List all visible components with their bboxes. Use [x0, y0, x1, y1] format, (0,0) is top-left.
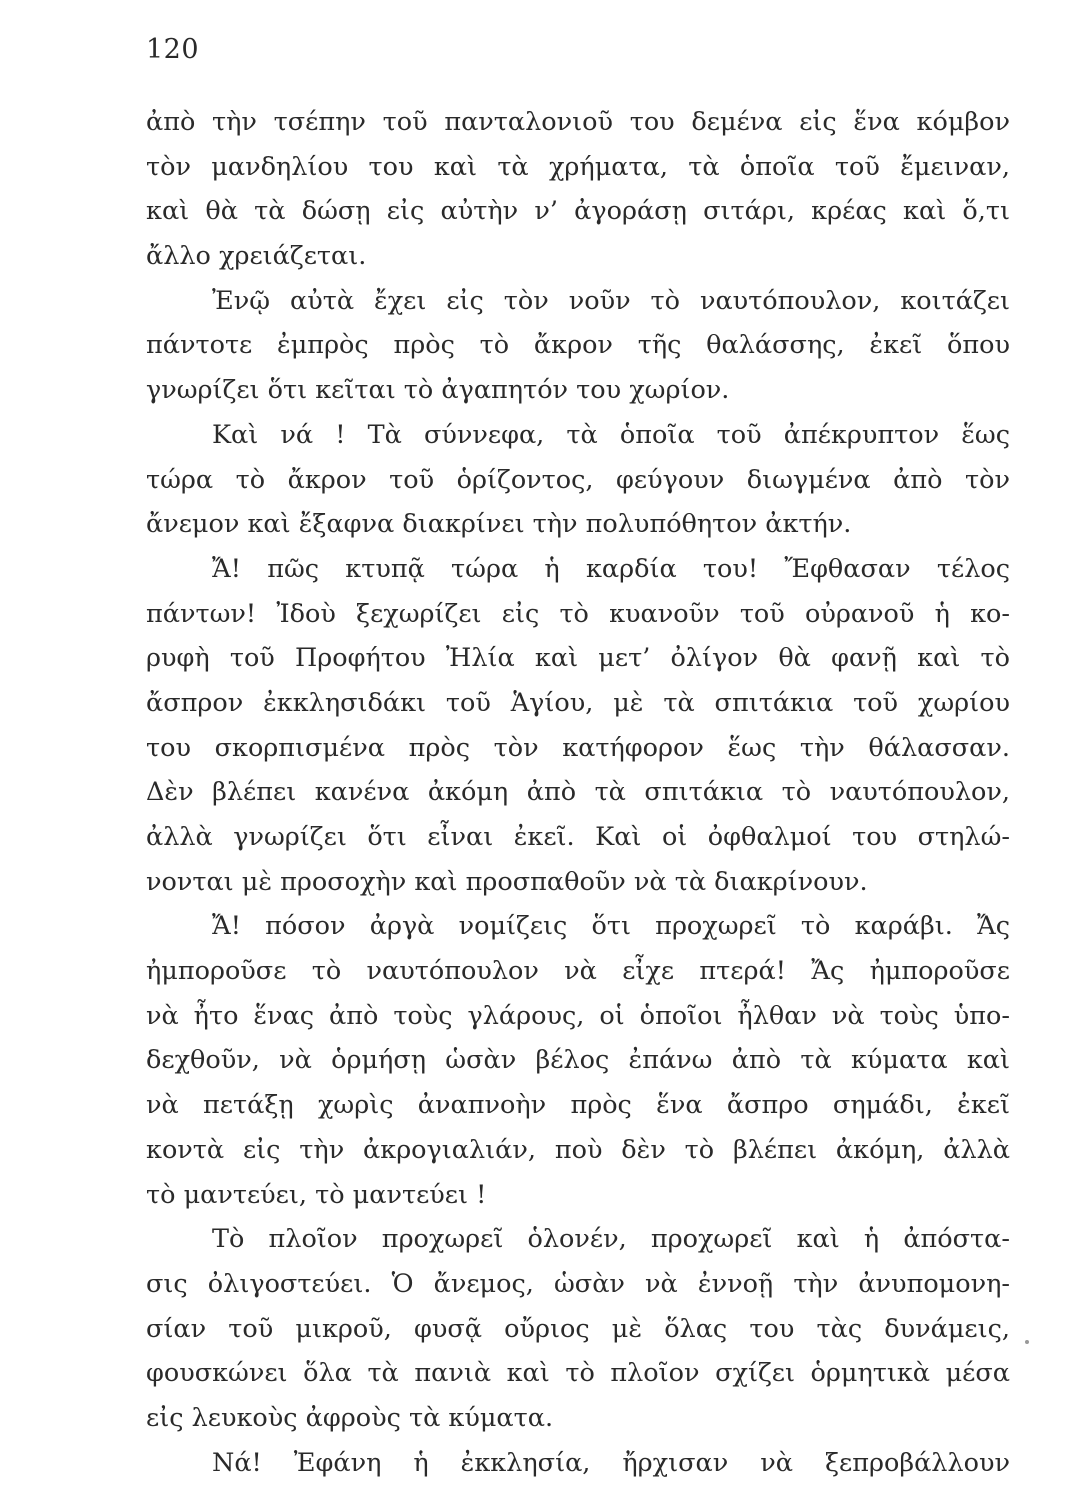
text-line: δεχθοῦν, νὰ ὁρμήσῃ ὡσὰν βέλος ἐπάνω ἀπὸ τὰ κύματα καὶ	[146, 1045, 1010, 1076]
text-line: νὰ ἦτο ἕνας ἀπὸ τοὺς γλάρους, οἱ ὁποῖοι ἦλθαν νὰ τοὺς ὑπο-	[146, 1000, 1010, 1031]
text-line: ρυφὴ τοῦ Προφήτου Ἠλία καὶ μετ’ ὀλίγον θὰ φανῇ καὶ τὸ	[146, 643, 1010, 674]
text-line: ἄλλο χρειάζεται.	[146, 241, 367, 272]
text-line: πάντοτε ἐμπρὸς πρὸς τὸ ἄκρον τῆς θαλάσσης, ἐκεῖ ὅπου	[146, 330, 1010, 361]
text-line: ἄσπρον ἐκκλησιδάκι τοῦ Ἁγίου, μὲ τὰ σπιτάκια τοῦ χωρίου	[146, 687, 1010, 718]
text-line: Ἐνῷ αὐτὰ ἔχει εἰς τὸν νοῦν τὸ ναυτόπουλον, κοιτάζει	[212, 285, 1010, 316]
text-line: τὸν μανδηλίου του καὶ τὰ χρήματα, τὰ ὁποῖα τοῦ ἔμειναν,	[146, 151, 1010, 182]
page-number: 120	[146, 34, 200, 65]
text-line: τώρα τὸ ἄκρον τοῦ ὁρίζοντος, φεύγουν διωγμένα ἀπὸ τὸν	[146, 464, 1010, 495]
text-line: Ἄ! πόσον ἀργὰ νομίζεις ὅτι προχωρεῖ τὸ καράβι. Ἄς	[212, 911, 1010, 942]
text-line: εἰς λευκοὺς ἀφροὺς τὰ κύματα.	[146, 1402, 554, 1433]
paper-speck	[1025, 1340, 1029, 1344]
text-line: σις ὀλιγοστεύει. Ὁ ἄνεμος, ὡσὰν νὰ ἐννοῇ τὴν ἀνυπομονη-	[146, 1268, 1010, 1299]
text-line: νονται μὲ προσοχὴν καὶ προσπαθοῦν νὰ τὰ διακρίνουν.	[146, 866, 868, 897]
text-line: Ἄ! πῶς κτυπᾷ τώρα ἡ καρδία του! Ἔφθασαν τέλος	[212, 553, 1010, 584]
text-line: πάντων! Ἰδοὺ ξεχωρίζει εἰς τὸ κυανοῦν τοῦ οὐρανοῦ ἡ κο-	[146, 598, 1010, 629]
text-line: σίαν τοῦ μικροῦ, φυσᾷ οὔριος μὲ ὅλας του τὰς δυνάμεις,	[146, 1313, 1010, 1344]
text-line: του σκορπισμένα πρὸς τὸν κατήφορον ἕως τὴν θάλασσαν.	[146, 732, 1010, 763]
text-line: κοντὰ εἰς τὴν ἀκρογιαλιάν, ποὺ δὲν τὸ βλέπει ἀκόμη, ἀλλὰ	[146, 1134, 1010, 1165]
text-line: Δὲν βλέπει κανένα ἀκόμη ἀπὸ τὰ σπιτάκια τὸ ναυτόπουλον,	[146, 777, 1010, 808]
text-line: Τὸ πλοῖον προχωρεῖ ὁλονέν, προχωρεῖ καὶ ἡ ἀπόστα-	[212, 1224, 1010, 1255]
text-line: γνωρίζει ὅτι κεῖται τὸ ἀγαπητόν του χωρίον.	[146, 375, 730, 406]
text-line: φουσκώνει ὅλα τὰ πανιὰ καὶ τὸ πλοῖον σχίζει ὁρμητικὰ μέσα	[146, 1358, 1010, 1389]
text-line: Νά! Ἐφάνη ἡ ἐκκλησία, ἤρχισαν νὰ ξεπροβάλλουν	[212, 1447, 1010, 1478]
text-line: καὶ θὰ τὰ δώσῃ εἰς αὐτὴν ν’ ἀγοράσῃ σιτάρι, κρέας καὶ ὅ,τι	[146, 196, 1010, 227]
body-text	[146, 100, 1010, 1485]
text-line: τὸ μαντεύει, τὸ μαντεύει !	[146, 1179, 487, 1210]
text-line: ἀπὸ τὴν τσέπην τοῦ πανταλονιοῦ του δεμένα εἰς ἕνα κόμβον	[146, 107, 1010, 137]
text-line: Καὶ νά ! Τὰ σύννεφα, τὰ ὁποῖα τοῦ ἀπέκρυπτον ἕως	[212, 419, 1010, 450]
text-line: ἄνεμον καὶ ἔξαφνα διακρίνει τὴν πολυπόθητον ἀκτήν.	[146, 509, 852, 540]
text-line: νὰ πετάξῃ χωρὶς ἀναπνοὴν πρὸς ἕνα ἄσπρο σημάδι, ἐκεῖ	[146, 1090, 1010, 1121]
text-line: ἀλλὰ γνωρίζει ὅτι εἶναι ἐκεῖ. Καὶ οἱ ὀφθαλμοί του στηλώ-	[146, 822, 1010, 852]
text-line: ἠμποροῦσε τὸ ναυτόπουλον νὰ εἶχε πτερά! Ἄς ἠμποροῦσε	[146, 956, 1010, 987]
